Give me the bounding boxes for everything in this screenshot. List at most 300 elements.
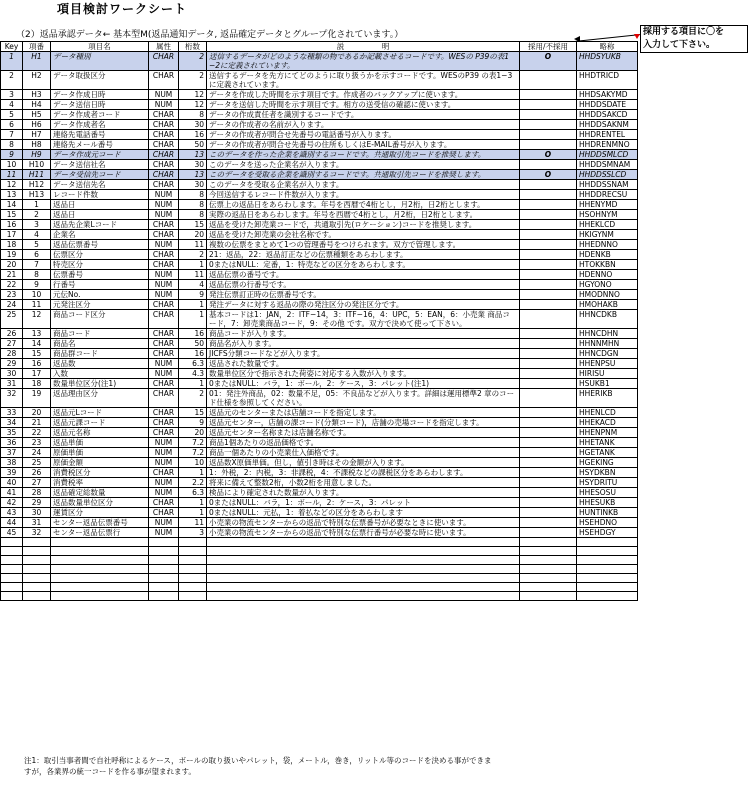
row-key: 26 (1, 329, 23, 339)
row-number: 16 (23, 359, 51, 369)
row-item-name: 元発注区分 (51, 300, 149, 310)
empty-cell[interactable] (520, 547, 577, 556)
table-row (1, 438, 638, 448)
row-description: 送信するデータを先方にてどのように取り扱うかを示すコードです。WESのP39 の表1−3に定義されています。 (207, 71, 520, 90)
row-item-name: データ作成日時 (51, 90, 149, 100)
empty-row (1, 556, 638, 565)
row-adopt-input[interactable] (520, 438, 577, 448)
row-digits: 8 (179, 210, 207, 220)
row-key: 7 (1, 130, 23, 140)
row-digits: 15 (179, 408, 207, 418)
row-description: 商品1個あたりの返品価格です。 (207, 438, 520, 448)
table-row (1, 428, 638, 438)
row-key: 42 (1, 498, 23, 508)
row-adopt-input[interactable] (520, 310, 577, 329)
table-row (1, 100, 638, 110)
table-row (1, 190, 638, 200)
row-key: 36 (1, 438, 23, 448)
table-row (1, 180, 638, 190)
empty-cell[interactable] (520, 565, 577, 574)
empty-cell (149, 556, 179, 565)
row-attribute: NUM (149, 280, 179, 290)
row-adopt-input[interactable] (520, 180, 577, 190)
row-adopt-input[interactable] (520, 468, 577, 478)
row-adopt-input[interactable] (520, 488, 577, 498)
row-digits: 2 (179, 71, 207, 90)
row-adopt-input[interactable]: O (520, 52, 577, 71)
row-digits: 9 (179, 418, 207, 428)
header-number: 項番 (23, 42, 51, 52)
row-adopt-input[interactable] (520, 369, 577, 379)
row-adopt-input[interactable] (520, 448, 577, 458)
row-adopt-input[interactable] (520, 90, 577, 100)
row-number: 3 (23, 220, 51, 230)
row-item-name: データ作成者名 (51, 120, 149, 130)
table-row (1, 160, 638, 170)
row-attribute: CHAR (149, 180, 179, 190)
row-key: 30 (1, 369, 23, 379)
row-adopt-input[interactable] (520, 200, 577, 210)
row-attribute: CHAR (149, 150, 179, 160)
row-attribute: NUM (149, 518, 179, 528)
row-attribute: NUM (149, 438, 179, 448)
row-adopt-input[interactable] (520, 418, 577, 428)
row-abbreviation: HTOKKBN (577, 260, 638, 270)
table-row (1, 130, 638, 140)
row-abbreviation: HHDDSMNAM (577, 160, 638, 170)
row-abbreviation: HHDDRECSU (577, 190, 638, 200)
empty-cell (23, 556, 51, 565)
row-digits: 1 (179, 260, 207, 270)
row-description: 1：外税，2：内税，3：非課税，4：不課税などの課税区分をあらわします。 (207, 468, 520, 478)
header-attribute: 属性 (149, 42, 179, 52)
table-row (1, 418, 638, 428)
row-digits: 50 (179, 339, 207, 349)
row-description: このデータを受取る企業を識別するコードです。共通取引先コードを推奨します。 (207, 170, 520, 180)
empty-cell (179, 556, 207, 565)
empty-cell (1, 565, 23, 574)
empty-cell (179, 592, 207, 601)
row-adopt-input[interactable] (520, 71, 577, 90)
row-number: 13 (23, 329, 51, 339)
row-digits: 11 (179, 518, 207, 528)
row-key: 29 (1, 359, 23, 369)
row-key: 18 (1, 240, 23, 250)
row-adopt-input[interactable] (520, 240, 577, 250)
row-key: 15 (1, 210, 23, 220)
row-attribute: NUM (149, 190, 179, 200)
row-digits: 2 (179, 250, 207, 260)
callout-line-1: 採用する項目に〇を (643, 27, 725, 37)
row-adopt-input[interactable] (520, 339, 577, 349)
row-key: 10 (1, 160, 23, 170)
row-abbreviation: HHESOSU (577, 488, 638, 498)
row-item-name: 返品確定総数量 (51, 488, 149, 498)
table-row (1, 369, 638, 379)
empty-cell (1, 538, 23, 547)
row-adopt-input[interactable] (520, 498, 577, 508)
row-attribute: NUM (149, 488, 179, 498)
empty-cell[interactable] (520, 592, 577, 601)
row-number: 31 (23, 518, 51, 528)
row-key: 11 (1, 170, 23, 180)
row-digits: 6.3 (179, 359, 207, 369)
row-key: 39 (1, 468, 23, 478)
row-attribute: NUM (149, 458, 179, 468)
empty-cell (149, 547, 179, 556)
row-abbreviation: HHENPNM (577, 428, 638, 438)
table-row (1, 518, 638, 528)
row-item-name: データ作成元コード (51, 150, 149, 160)
row-adopt-input[interactable] (520, 389, 577, 408)
row-attribute: CHAR (149, 140, 179, 150)
table-row (1, 210, 638, 220)
table-row (1, 220, 638, 230)
row-adopt-input[interactable] (520, 329, 577, 339)
row-attribute: CHAR (149, 260, 179, 270)
row-description: 今回送信するレコード件数が入ります。 (207, 190, 520, 200)
row-key: 23 (1, 290, 23, 300)
row-abbreviation: HHDSAKYMD (577, 90, 638, 100)
row-abbreviation: HMOHAKB (577, 300, 638, 310)
row-digits: 2 (179, 52, 207, 71)
row-digits: 6.3 (179, 488, 207, 498)
table-row (1, 448, 638, 458)
row-number: H8 (23, 140, 51, 150)
row-key: 34 (1, 418, 23, 428)
row-key: 24 (1, 300, 23, 310)
empty-cell (149, 574, 179, 583)
row-abbreviation: HSYDRITU (577, 478, 638, 488)
row-key: 9 (1, 150, 23, 160)
row-adopt-input[interactable] (520, 290, 577, 300)
row-adopt-input[interactable] (520, 379, 577, 389)
row-item-name: データ送信社名 (51, 160, 149, 170)
row-abbreviation: HDENNO (577, 270, 638, 280)
table-row (1, 250, 638, 260)
row-attribute: CHAR (149, 428, 179, 438)
row-number: H3 (23, 90, 51, 100)
row-digits: 50 (179, 140, 207, 150)
row-number: 9 (23, 280, 51, 290)
row-key: 21 (1, 270, 23, 280)
row-description: 伝票上の返品日をあらわします。年号を西暦で4桁とし，月2桁，日2桁とします。 (207, 200, 520, 210)
empty-row (1, 538, 638, 547)
footnote-line-2: すが，各業界の統一コードを作る事が望まれます。 (24, 767, 196, 776)
row-number: H1 (23, 52, 51, 71)
row-number: H11 (23, 170, 51, 180)
empty-cell (1, 592, 23, 601)
row-item-name: 返品単価 (51, 438, 149, 448)
row-adopt-input[interactable] (520, 508, 577, 518)
empty-cell (1, 574, 23, 583)
row-attribute: CHAR (149, 508, 179, 518)
row-attribute: NUM (149, 240, 179, 250)
row-item-name: 返品理由区分 (51, 389, 149, 408)
row-description: 0またはNULL：バラ，1：ボール，2：ケース，3：パレット (207, 498, 520, 508)
row-number: 4 (23, 230, 51, 240)
row-number: H4 (23, 100, 51, 110)
row-adopt-input[interactable] (520, 359, 577, 369)
row-description: このデータを送った企業名が入ります。 (207, 160, 520, 170)
row-abbreviation: HHENLCD (577, 408, 638, 418)
row-item-name: 特売区分 (51, 260, 149, 270)
empty-cell (207, 556, 520, 565)
item-worksheet-table (0, 41, 638, 601)
row-item-name: 行番号 (51, 280, 149, 290)
row-key: 38 (1, 458, 23, 468)
row-adopt-input[interactable] (520, 190, 577, 200)
table-body (1, 52, 638, 601)
row-number: 17 (23, 369, 51, 379)
row-item-name: データ作成者コード (51, 110, 149, 120)
row-number: 6 (23, 250, 51, 260)
empty-cell (207, 592, 520, 601)
row-digits: 2 (179, 389, 207, 408)
row-adopt-input[interactable] (520, 270, 577, 280)
table-row (1, 120, 638, 130)
row-key: 25 (1, 310, 23, 329)
row-number: 12 (23, 310, 51, 329)
row-attribute: CHAR (149, 329, 179, 339)
row-item-name: 返品数 (51, 359, 149, 369)
empty-cell (51, 565, 149, 574)
row-attribute: CHAR (149, 71, 179, 90)
table-row (1, 52, 638, 71)
row-abbreviation: HHDRENMNO (577, 140, 638, 150)
row-description: データを送信した時間を示す項目です。相方の送受信の確認に使います。 (207, 100, 520, 110)
row-description: データの作成責任者を識別するコードです。 (207, 110, 520, 120)
row-key: 41 (1, 488, 23, 498)
row-attribute: NUM (149, 210, 179, 220)
row-adopt-input[interactable] (520, 408, 577, 418)
row-digits: 2.2 (179, 478, 207, 488)
table-row (1, 170, 638, 180)
row-description: 返品元センター，店舗の課コード(分類コード)，店舗の売場コードを指定します。 (207, 418, 520, 428)
row-adopt-input[interactable] (520, 140, 577, 150)
row-item-name: データ受信先コード (51, 170, 149, 180)
row-key: 20 (1, 260, 23, 270)
row-number: 26 (23, 468, 51, 478)
row-number: H5 (23, 110, 51, 120)
row-number: 22 (23, 428, 51, 438)
empty-cell[interactable] (520, 556, 577, 565)
row-item-name: 返品元Lコード (51, 408, 149, 418)
table-row (1, 200, 638, 210)
row-item-name: 返品伝票番号 (51, 240, 149, 250)
row-attribute: CHAR (149, 130, 179, 140)
row-number: 28 (23, 488, 51, 498)
row-adopt-input[interactable] (520, 428, 577, 438)
row-adopt-input[interactable] (520, 528, 577, 538)
row-description: 返品を受けた卸売業の会社名称です。 (207, 230, 520, 240)
row-description: 実際の返品日をあらわします。年号を西暦で4桁とし，月2桁，日2桁とします。 (207, 210, 520, 220)
row-adopt-input[interactable] (520, 110, 577, 120)
row-adopt-input[interactable] (520, 120, 577, 130)
row-description: 将来に備えて整数2桁，小数2桁を用意しました。 (207, 478, 520, 488)
row-key: 5 (1, 110, 23, 120)
row-attribute: CHAR (149, 498, 179, 508)
empty-cell (577, 547, 638, 556)
header-digits: 桁数 (179, 42, 207, 52)
row-adopt-input[interactable]: O (520, 170, 577, 180)
row-adopt-input[interactable] (520, 160, 577, 170)
row-number: 8 (23, 270, 51, 280)
row-key: 2 (1, 71, 23, 90)
empty-cell (207, 574, 520, 583)
table-row (1, 71, 638, 90)
footnote (24, 755, 492, 777)
empty-cell (149, 538, 179, 547)
row-attribute: CHAR (149, 300, 179, 310)
row-digits: 30 (179, 160, 207, 170)
empty-cell (179, 538, 207, 547)
row-key: 8 (1, 140, 23, 150)
row-item-name: 数量単位区分(注1) (51, 379, 149, 389)
empty-cell (51, 556, 149, 565)
row-item-name: 商品名 (51, 339, 149, 349)
row-item-name: 運賃区分 (51, 508, 149, 518)
row-description: 送信するデータがどのような種類の物であるか記載させるコードです。WESの P39の表1−2に定義されています。 (207, 52, 520, 71)
empty-cell (149, 565, 179, 574)
row-adopt-input[interactable]: O (520, 150, 577, 160)
row-key: 43 (1, 508, 23, 518)
row-adopt-input[interactable] (520, 349, 577, 359)
empty-cell (577, 538, 638, 547)
row-adopt-input[interactable] (520, 210, 577, 220)
table-row (1, 468, 638, 478)
empty-cell (149, 592, 179, 601)
empty-cell[interactable] (520, 538, 577, 547)
row-attribute: CHAR (149, 120, 179, 130)
row-digits: 9 (179, 290, 207, 300)
row-abbreviation: HHEKLCD (577, 220, 638, 230)
row-key: 27 (1, 339, 23, 349)
row-key: 31 (1, 379, 23, 389)
row-abbreviation: HHEDNNO (577, 240, 638, 250)
row-number: H7 (23, 130, 51, 140)
table-row (1, 90, 638, 100)
row-attribute: CHAR (149, 250, 179, 260)
row-adopt-input[interactable] (520, 250, 577, 260)
section-subtitle: （2）返品承認データ← 基本型M(返品通知データ, 返品確定データとグループ化されています。） (16, 30, 404, 40)
row-adopt-input[interactable] (520, 230, 577, 240)
row-adopt-input[interactable] (520, 280, 577, 290)
row-item-name: 連絡先メール番号 (51, 140, 149, 150)
row-adopt-input[interactable] (520, 130, 577, 140)
row-description: JICFS分類コードなどが入ります。 (207, 349, 520, 359)
row-abbreviation: HSEHDGY (577, 528, 638, 538)
row-number: 25 (23, 458, 51, 468)
row-adopt-input[interactable] (520, 220, 577, 230)
row-attribute: CHAR (149, 170, 179, 180)
empty-cell[interactable] (520, 574, 577, 583)
row-adopt-input[interactable] (520, 260, 577, 270)
row-adopt-input[interactable] (520, 458, 577, 468)
row-key: 33 (1, 408, 23, 418)
row-key: 37 (1, 448, 23, 458)
empty-cell (577, 583, 638, 592)
row-attribute: NUM (149, 369, 179, 379)
row-attribute: CHAR (149, 349, 179, 359)
row-number: 1 (23, 200, 51, 210)
empty-cell (51, 574, 149, 583)
row-description: 数量単位区分で指示された荷姿に対応する入数が入ります。 (207, 369, 520, 379)
row-attribute: NUM (149, 478, 179, 488)
row-key: 6 (1, 120, 23, 130)
empty-cell (23, 592, 51, 601)
row-attribute: CHAR (149, 220, 179, 230)
row-digits: 1 (179, 300, 207, 310)
row-attribute: NUM (149, 290, 179, 300)
row-attribute: NUM (149, 100, 179, 110)
row-key: 32 (1, 389, 23, 408)
table-row (1, 240, 638, 250)
empty-row (1, 547, 638, 556)
table-row (1, 270, 638, 280)
table-row (1, 458, 638, 468)
row-digits: 30 (179, 120, 207, 130)
row-digits: 1 (179, 379, 207, 389)
row-adopt-input[interactable] (520, 518, 577, 528)
row-adopt-input[interactable] (520, 300, 577, 310)
row-key: 12 (1, 180, 23, 190)
row-item-name: 返品先企業Lコード (51, 220, 149, 230)
row-number: 10 (23, 290, 51, 300)
row-number: 7 (23, 260, 51, 270)
row-digits: 11 (179, 270, 207, 280)
row-digits: 16 (179, 130, 207, 140)
header-item-name: 項目名 (51, 42, 149, 52)
row-description: データの作成者が問合せ先番号の電話番号が入ります。 (207, 130, 520, 140)
row-description: 返品元のセンターまたは店舗コードを指定します。 (207, 408, 520, 418)
row-digits: 16 (179, 329, 207, 339)
row-number: H13 (23, 190, 51, 200)
row-abbreviation: HHENPSU (577, 359, 638, 369)
table-row (1, 260, 638, 270)
row-item-name: 原価単価 (51, 448, 149, 458)
row-description: 商品コードが入ります。 (207, 329, 520, 339)
row-item-name: 返品日 (51, 200, 149, 210)
row-item-name: データ取扱区分 (51, 71, 149, 90)
row-abbreviation: HHDDSSNAM (577, 180, 638, 190)
row-description: 返品伝票の行番号です。 (207, 280, 520, 290)
row-description: 返品元センター名称または店舗名称です。 (207, 428, 520, 438)
row-number: 15 (23, 349, 51, 359)
row-abbreviation: HHDDSAKCD (577, 110, 638, 120)
empty-cell (23, 547, 51, 556)
row-adopt-input[interactable] (520, 100, 577, 110)
row-abbreviation: HHDDSAKNM (577, 120, 638, 130)
empty-row (1, 583, 638, 592)
row-number: 11 (23, 300, 51, 310)
empty-cell[interactable] (520, 583, 577, 592)
row-digits: 8 (179, 200, 207, 210)
row-number: 30 (23, 508, 51, 518)
row-description: 0またはNULL：定番，1：特売などの区分をあらわします。 (207, 260, 520, 270)
row-description: 検品により確定された数量が入ります。 (207, 488, 520, 498)
row-abbreviation: HGETANK (577, 448, 638, 458)
row-key: 44 (1, 518, 23, 528)
row-abbreviation: HHESUKB (577, 498, 638, 508)
row-item-name: 入数 (51, 369, 149, 379)
row-description: 発注伝票訂正時の伝票番号です。 (207, 290, 520, 300)
row-item-name: データ送信日時 (51, 100, 149, 110)
row-description: 小売業の物流センターからの返品で特別な伝票番号が必要なときに使います。 (207, 518, 520, 528)
row-adopt-input[interactable] (520, 478, 577, 488)
table-row (1, 349, 638, 359)
row-item-name: 消費税率 (51, 478, 149, 488)
